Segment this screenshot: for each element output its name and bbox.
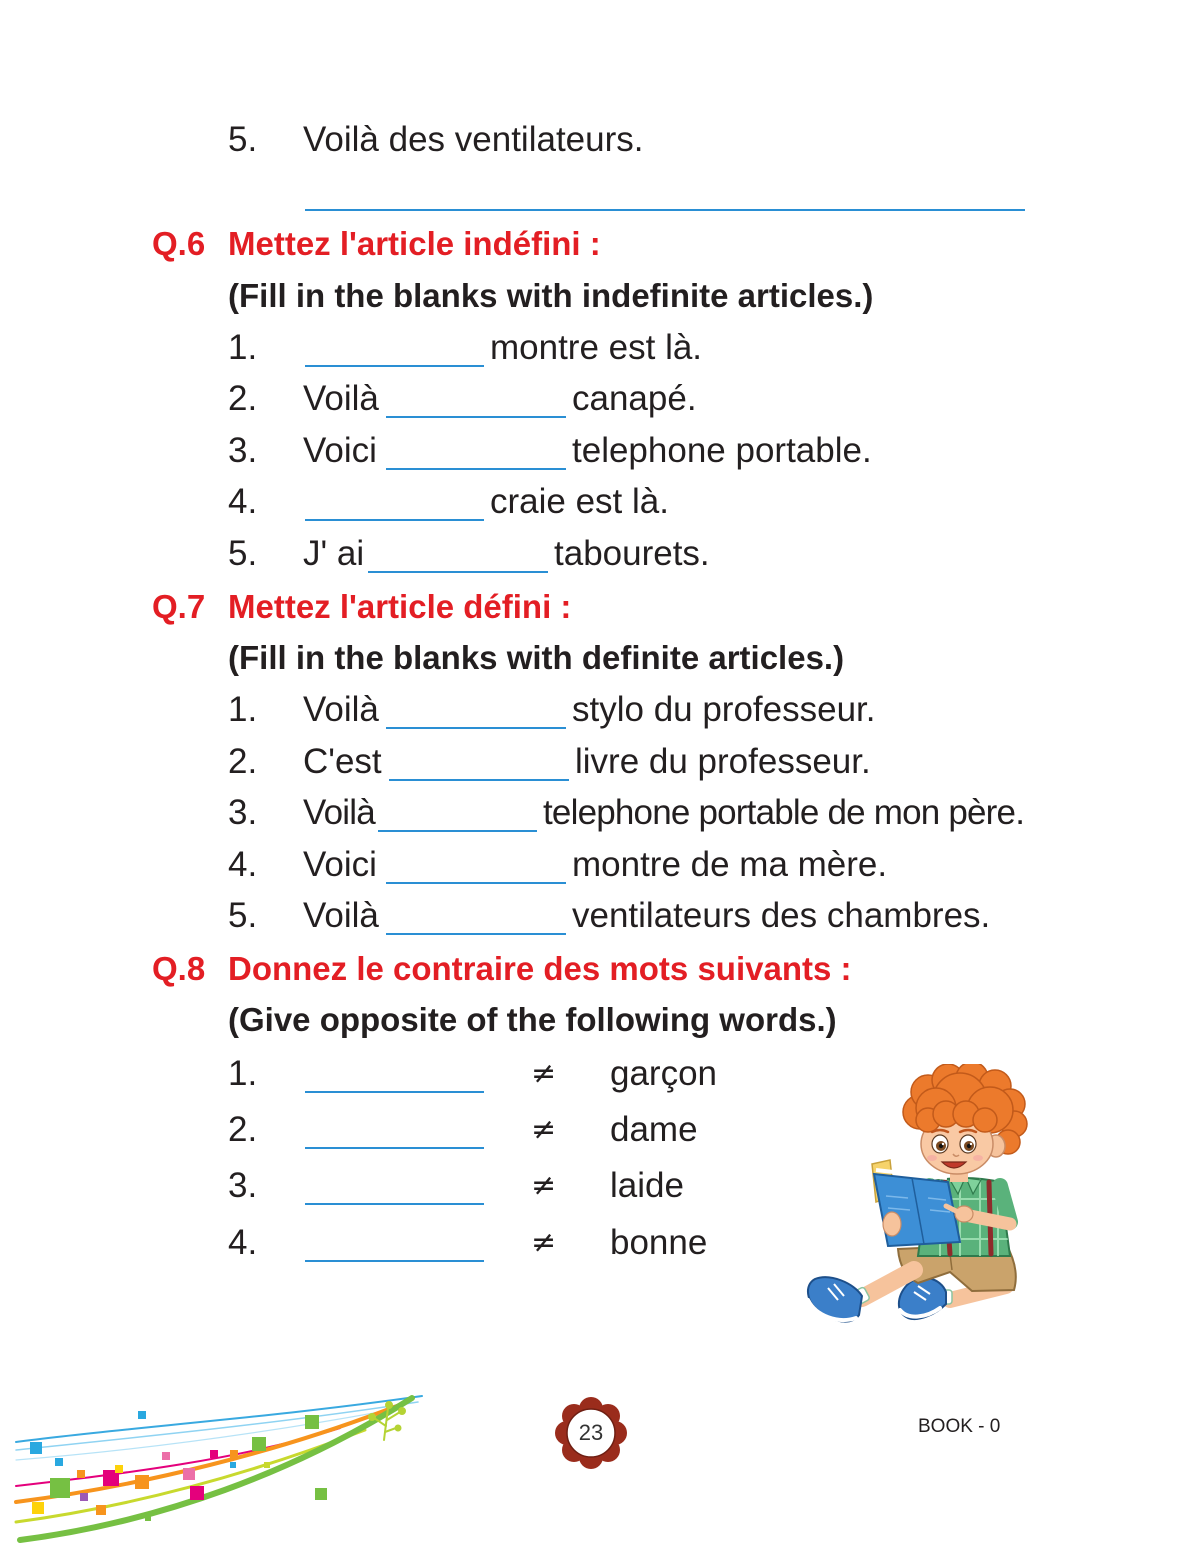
q7-item-5	[0, 896, 1181, 936]
answer-blank	[386, 416, 566, 418]
hand	[883, 1212, 901, 1236]
q6-heading	[0, 224, 1181, 264]
item-text-before: Voilà	[303, 793, 375, 832]
front-shoe	[808, 1277, 862, 1321]
swoosh-curves	[16, 1396, 422, 1540]
item-number: 3.	[228, 1166, 258, 1205]
not-equal-symbol: ≠	[531, 1225, 557, 1260]
answer-blank	[305, 519, 484, 521]
answer-blank	[378, 830, 537, 832]
opposite-word: dame	[610, 1110, 698, 1149]
item-number: 2.	[228, 379, 258, 418]
item-number: 4.	[228, 482, 258, 521]
item-text-after: ventilateurs des chambres.	[572, 896, 991, 935]
answer-line	[305, 209, 1025, 211]
book-label: BOOK - 0	[918, 1416, 1001, 1437]
q7-item-3	[0, 793, 1181, 833]
q6-item-5	[0, 534, 1181, 574]
question-label: Q.8	[152, 950, 206, 987]
instruction-text: (Give opposite of the following words.)	[228, 1001, 837, 1038]
item-number: 1.	[228, 1054, 258, 1093]
q6-item-2	[0, 379, 1181, 419]
q6-item-3	[0, 431, 1181, 471]
item-text-after: craie est là.	[490, 482, 669, 521]
answer-blank	[305, 1147, 484, 1149]
page-number-badge	[553, 1395, 629, 1471]
item-number: 5.	[228, 896, 258, 935]
item-text-after: telephone portable.	[572, 431, 872, 470]
answer-blank	[386, 468, 566, 470]
q8-heading	[0, 949, 1181, 989]
answer-blank	[305, 1091, 484, 1093]
item-text-after: tabourets.	[554, 534, 710, 573]
previous-item-row	[0, 120, 1181, 160]
answer-blank	[386, 882, 566, 884]
item-text-after: montre est là.	[490, 328, 703, 367]
q7-instruction	[0, 638, 1181, 678]
answer-blank	[305, 365, 484, 367]
q6-item-1	[0, 328, 1181, 368]
not-equal-symbol: ≠	[531, 1112, 557, 1147]
question-title: Mettez l'article indéfini :	[228, 225, 601, 262]
item-text-before: C'est	[303, 742, 382, 781]
q6-item-4	[0, 482, 1181, 522]
item-text-before: J' ai	[303, 534, 365, 573]
instruction-text: (Fill in the blanks with indefinite articles.)	[228, 277, 874, 314]
item-number: 2.	[228, 1110, 258, 1149]
item-sentence: Voilà des ventilateurs.	[303, 120, 644, 159]
item-number: 1.	[228, 690, 258, 729]
boy-reading-illustration	[800, 1064, 1030, 1329]
answer-blank	[305, 1203, 484, 1205]
item-text-before: Voilà	[303, 379, 379, 418]
instruction-text: (Fill in the blanks with definite articles.)	[228, 639, 845, 676]
opposite-word: bonne	[610, 1223, 708, 1262]
q6-instruction	[0, 276, 1181, 316]
opposite-word: laide	[610, 1166, 684, 1205]
item-text-after: telephone portable de mon père.	[543, 793, 1025, 832]
answer-blank	[386, 727, 566, 729]
item-number: 2.	[228, 742, 258, 781]
item-number: 1.	[228, 328, 258, 367]
item-text-after: montre de ma mère.	[572, 845, 888, 884]
item-text-after: livre du professeur.	[575, 742, 871, 781]
answer-blank	[368, 571, 548, 573]
q7-item-4	[0, 845, 1181, 885]
item-text-before: Voilà	[303, 896, 379, 935]
item-number: 3.	[228, 431, 258, 470]
question-title: Donnez le contraire des mots suivants :	[228, 950, 852, 987]
page-number: 23	[578, 1420, 604, 1445]
item-number: 4.	[228, 845, 258, 884]
q7-item-2	[0, 742, 1181, 782]
item-text-before: Voilà	[303, 690, 379, 729]
q7-item-1	[0, 690, 1181, 730]
not-equal-symbol: ≠	[531, 1056, 557, 1091]
decorative-swoosh	[10, 1390, 430, 1545]
answer-blank	[305, 1260, 484, 1262]
item-text-before: Voici	[303, 845, 377, 884]
item-text-after: canapé.	[572, 379, 697, 418]
question-label: Q.6	[152, 225, 206, 262]
answer-blank	[386, 933, 566, 935]
item-text-before: Voici	[303, 431, 377, 470]
question-label: Q.7	[152, 588, 206, 625]
item-number: 5.	[228, 120, 258, 159]
question-title: Mettez l'article défini :	[228, 588, 572, 625]
item-number: 4.	[228, 1223, 258, 1262]
item-number: 3.	[228, 793, 258, 832]
q8-instruction	[0, 1000, 1181, 1040]
item-text-after: stylo du professeur.	[572, 690, 876, 729]
opposite-word: garçon	[610, 1054, 718, 1093]
not-equal-symbol: ≠	[531, 1168, 557, 1203]
answer-blank	[389, 779, 569, 781]
item-number: 5.	[228, 534, 258, 573]
q7-heading	[0, 587, 1181, 627]
